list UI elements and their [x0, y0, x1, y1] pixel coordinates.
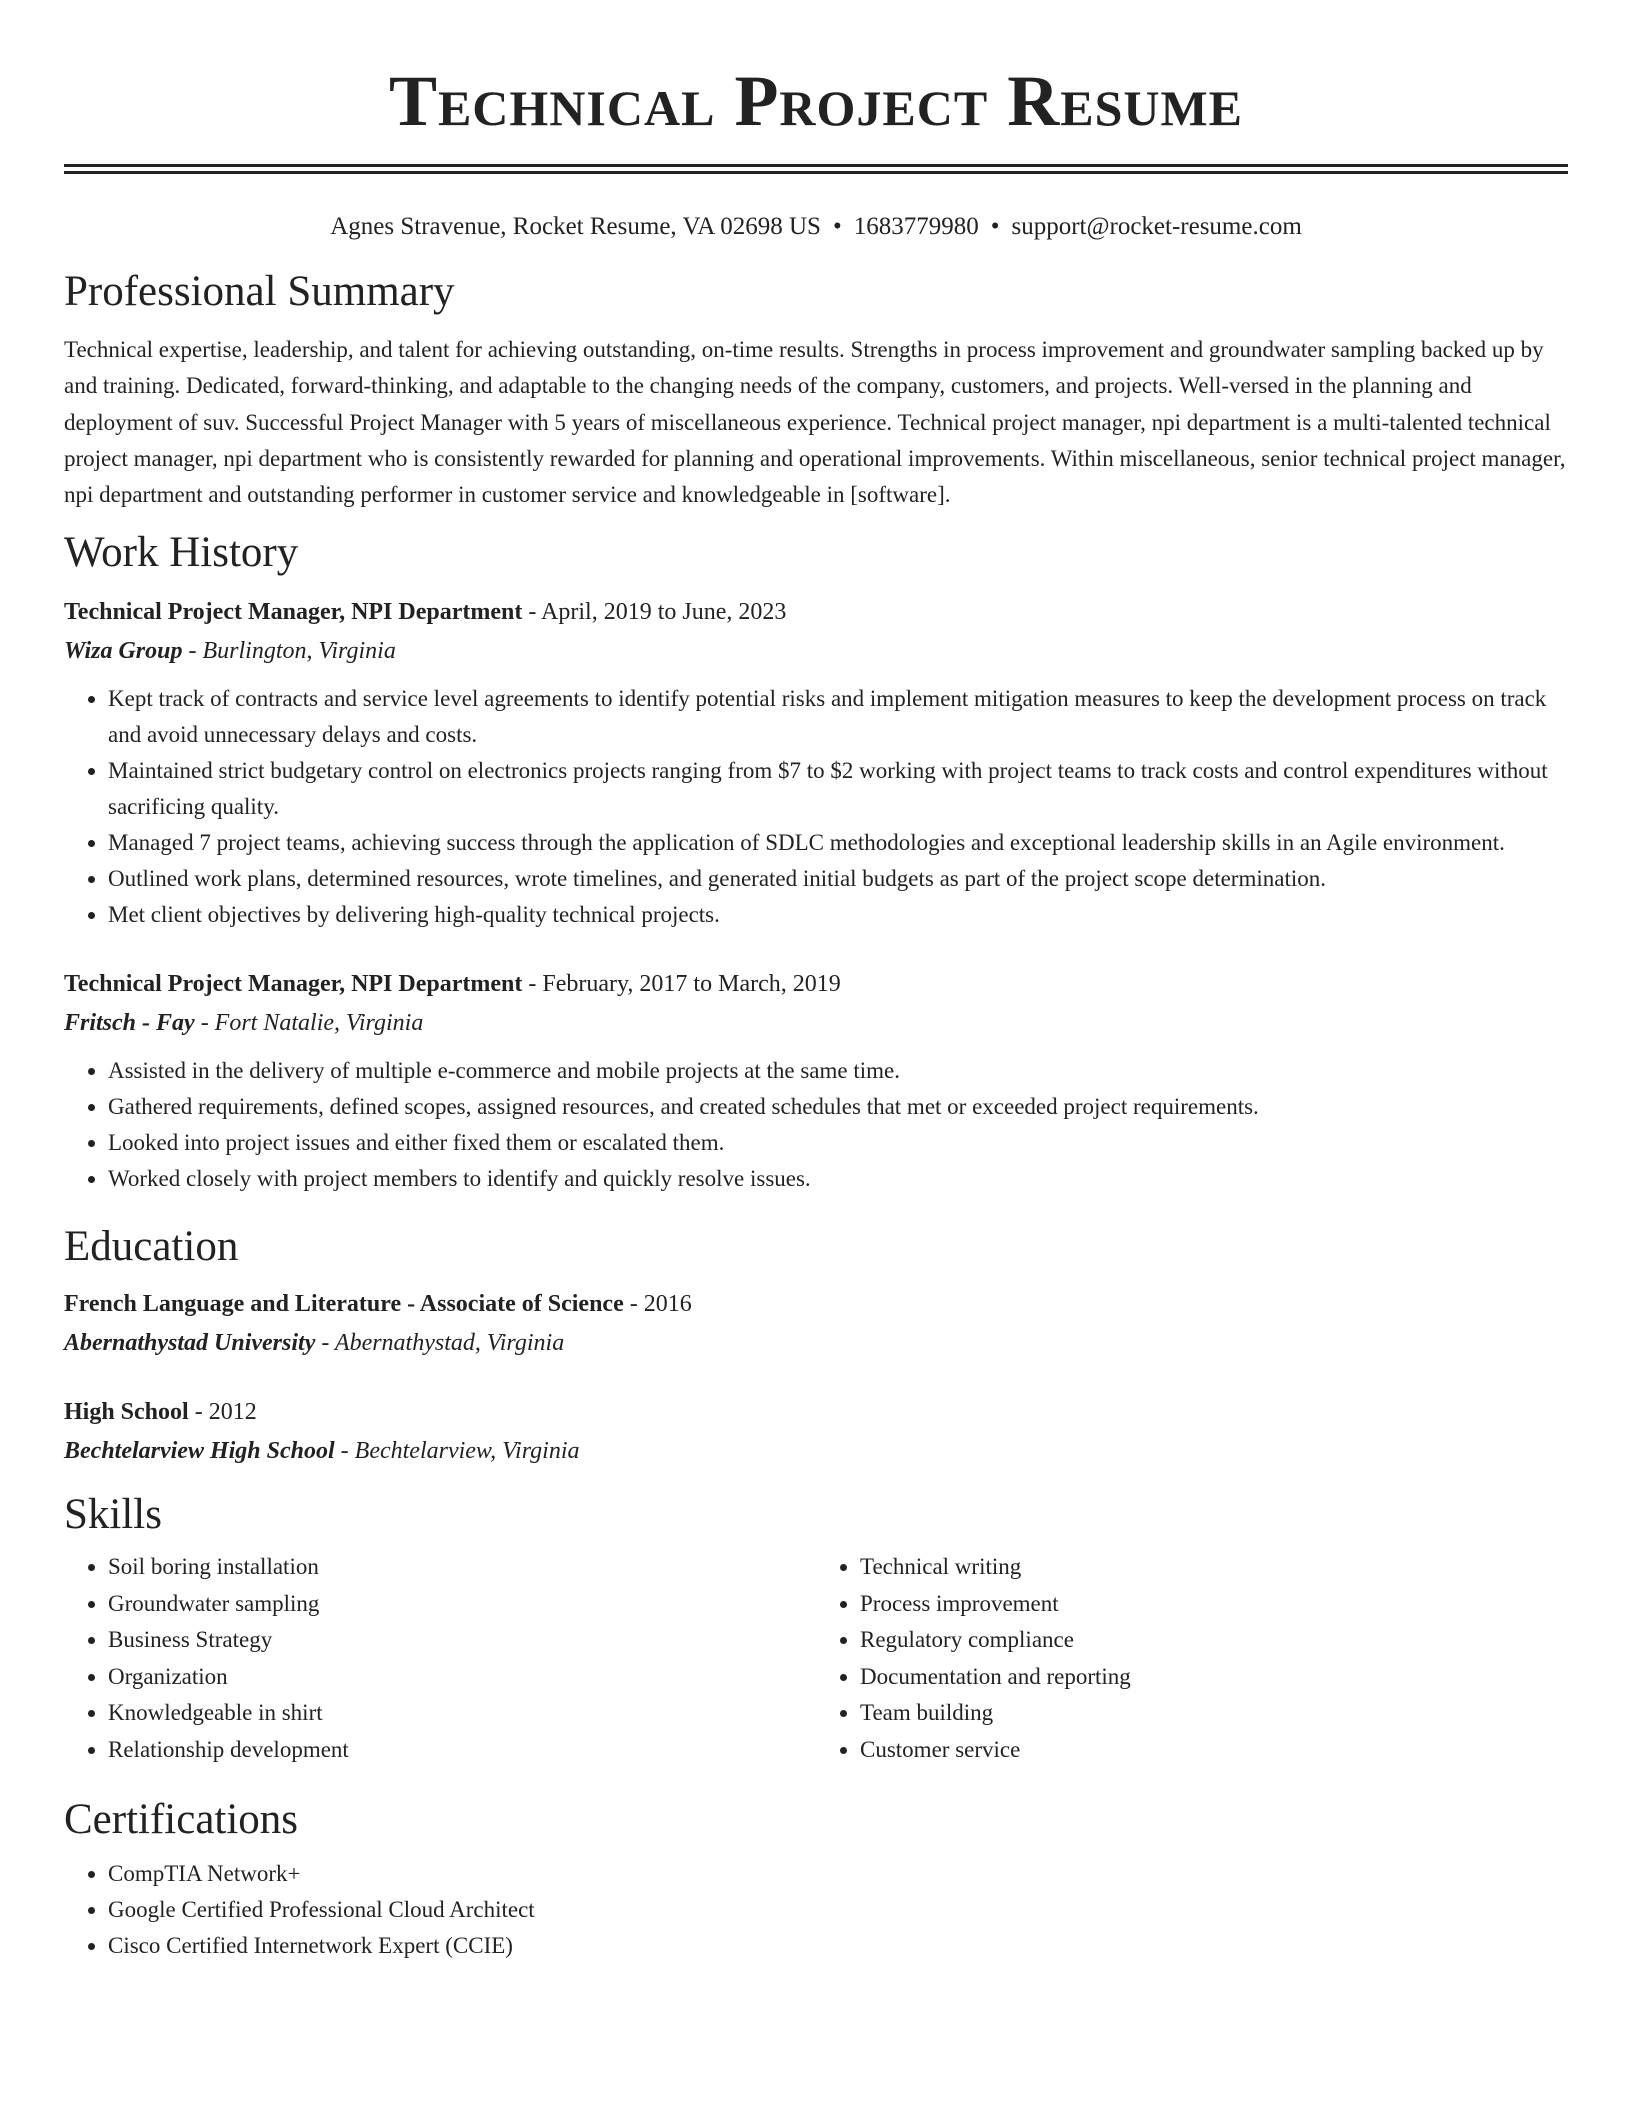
list-item: • Managed 7 project teams, achieving success through the application of SDLC methodologies and exceptional leadership skills in an Agile environment. — [108, 825, 1568, 861]
company-line — [64, 631, 1568, 671]
certification-item: • Google Certified Professional Cloud Architect — [108, 1892, 1568, 1928]
summary-heading: Professional Summary — [64, 268, 455, 315]
degree-name: French Language and Literature - Associate of Science — [64, 1291, 624, 1318]
skills-grid — [64, 1549, 1568, 1768]
list-item: • Outlined work plans, determined resources, wrote timelines, and generated initial budgets as part of the project scope determination. — [108, 861, 1568, 897]
job-duties-list — [64, 681, 1568, 933]
job-title: Technical Project Manager, NPI Department — [64, 599, 523, 626]
certification-item: • Cisco Certified Internetwork Expert (CCIE) — [108, 1928, 1568, 1964]
school-location: - Abernathystad, Virginia — [315, 1330, 565, 1357]
skill-item: • Groundwater sampling — [108, 1586, 816, 1623]
school-name: Bechtelarview High School — [64, 1438, 335, 1465]
contact-email: support@rocket-resume.com — [1011, 213, 1302, 240]
certifications-list — [64, 1856, 1568, 1964]
list-item: • Kept track of contracts and service level agreements to identify potential risks and implement mitigation measures to keep the development process on track and avoid unnecessary delays and costs. — [108, 681, 1568, 753]
job-title: Technical Project Manager, NPI Department — [64, 971, 523, 998]
resume-title: Technical Project Resume — [388, 61, 1244, 141]
list-item: • Looked into project issues and either fixed them or escalated them. — [108, 1125, 1568, 1161]
list-item: • Worked closely with project members to identify and quickly resolve issues. — [108, 1161, 1568, 1197]
certification-item: • CompTIA Network+ — [108, 1856, 1568, 1892]
contact-phone: 1683779980 — [853, 213, 979, 240]
company-location: - Fort Natalie, Virginia — [194, 1010, 424, 1037]
skills-list-right — [816, 1549, 1568, 1768]
degree-name: High School — [64, 1399, 189, 1426]
list-item: • Gathered requirements, defined scopes, assigned resources, and created schedules that met or exceeded project requirements. — [108, 1089, 1568, 1125]
list-item: • Met client objectives by delivering high-quality technical projects. — [108, 897, 1568, 933]
job-duties-list — [64, 1053, 1568, 1197]
skills-list-left — [64, 1549, 816, 1768]
title-divider — [64, 164, 1568, 174]
contact-address: Agnes Stravenue, Rocket Resume, VA 02698 US — [330, 213, 821, 240]
skill-item: • Team building — [860, 1695, 1568, 1732]
graduation-year: - 2012 — [188, 1399, 257, 1426]
school-line — [64, 1323, 1568, 1363]
skill-item: • Business Strategy — [108, 1622, 816, 1659]
graduation-year: - 2016 — [623, 1291, 692, 1318]
list-item: • Assisted in the delivery of multiple e-commerce and mobile projects at the same time. — [108, 1053, 1568, 1089]
education-entry — [64, 1285, 1568, 1363]
job-dates: - February, 2017 to March, 2019 — [522, 971, 841, 998]
skill-item: • Customer service — [860, 1732, 1568, 1769]
skill-item: • Knowledgeable in shirt — [108, 1695, 816, 1732]
list-item: • Maintained strict budgetary control on electronics projects ranging from $7 to $2 working with project teams to track costs and control expenditures without sacrificing quality. — [108, 753, 1568, 825]
skill-item: • Process improvement — [860, 1586, 1568, 1623]
school-line — [64, 1431, 1568, 1471]
skill-item: • Organization — [108, 1659, 816, 1696]
job-entry — [64, 593, 1568, 933]
degree-line — [64, 1393, 1568, 1431]
degree-line — [64, 1285, 1568, 1323]
job-title-line — [64, 965, 1568, 1003]
job-dates: - April, 2019 to June, 2023 — [522, 599, 787, 626]
company-line — [64, 1003, 1568, 1043]
job-entry — [64, 965, 1568, 1197]
skill-item: • Regulatory compliance — [860, 1622, 1568, 1659]
company-name: Wiza Group — [64, 638, 183, 665]
skills-heading: Skills — [64, 1491, 162, 1539]
school-location: - Bechtelarview, Virginia — [334, 1438, 580, 1465]
skill-item: • Relationship development — [108, 1732, 816, 1769]
contact-separator: • — [832, 213, 842, 240]
job-title-line — [64, 593, 1568, 631]
contact-line — [64, 210, 1568, 244]
skill-item: • Soil boring installation — [108, 1549, 816, 1586]
summary-text: Technical expertise, leadership, and talent for achieving outstanding, on-time results. Strengths in process improvement and groundwater sampling backed up by and training. Dedicated, forward-thinking, and adaptable to the changing needs of the company, customers, and projects. Well-versed in the planning and deployment of suv. Successful Project Manager with 5 years of miscellaneous experience. Technical project manager, npi department is a multi-talented technical project manager, npi department who is consistently rewarded for planning and operational improvements. Within miscellaneous, senior technical project manager, npi department and outstanding performer in customer service and knowledgeable in [software]. — [64, 337, 1566, 508]
certifications-heading: Certifications — [64, 1796, 299, 1844]
school-name: Abernathystad University — [64, 1330, 316, 1357]
education-entry — [64, 1393, 1568, 1471]
contact-separator: • — [990, 213, 1000, 240]
skill-item: • Technical writing — [860, 1549, 1568, 1586]
education-heading: Education — [64, 1223, 239, 1271]
skill-item: • Documentation and reporting — [860, 1659, 1568, 1696]
company-location: - Burlington, Virginia — [182, 638, 396, 665]
company-name: Fritsch - Fay — [64, 1010, 195, 1037]
work-history-heading: Work History — [64, 529, 299, 577]
